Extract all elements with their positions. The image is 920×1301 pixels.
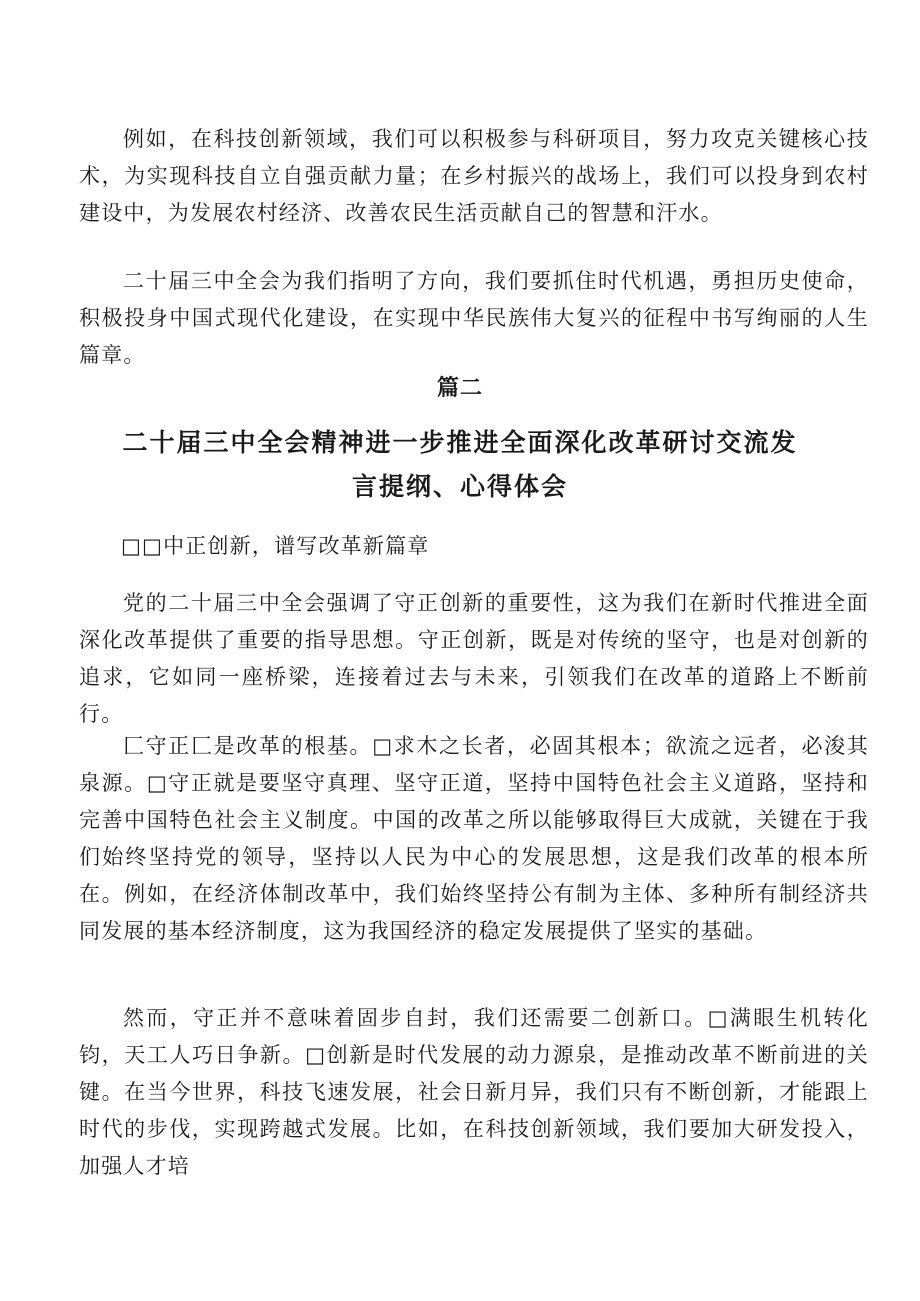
paragraph-tech-rural: 例如，在科技创新领域，我们可以积极参与科研项目，努力攻克关键核心技术，为实现科技自立自强贡献力量；在乡村振兴的战场上，我们可以投身到农村建设中，为发展农村经济、改善农民生活贡献自己的智慧和汗水。: [79, 127, 869, 225]
subheading: □□中正创新，谱写改革新篇章: [121, 534, 430, 558]
document-title: 二十届三中全会精神进一步推进全面深化改革研讨交流发言提纲、心得体会: [122, 428, 798, 501]
section-label: 篇二: [436, 376, 483, 401]
paragraph-innovation: 然而，守正并不意味着固步自封，我们还需要二创新口。□满眼生机转化钧，天工人巧日争新。□创新是时代发展的动力源泉，是推动改革不断前进的关键。在当今世界，科技飞速发展，社会日新月异，我们只有不断创新，才能跟上时代的步伐，实现跨越式发展。比如，在科技创新领域，我们要加大研发投入，加强人才培: [79, 1006, 869, 1178]
paragraph-intro: 党的二十届三中全会强调了守正创新的重要性，这为我们在新时代推进全面深化改革提供了重要的指导思想。守正创新，既是对传统的坚守，也是对创新的追求，它如同一座桥梁，连接着过去与未来，引领我们在改革的道路上不断前行。: [79, 591, 869, 726]
paragraph-foundation: 匚守正匚是改革的根基。□求木之长者，必固其根本；欲流之远者，必浚其泉源。□守正就是要坚守真理、坚守正道，坚持中国特色社会主义道路，坚持和完善中国特色社会主义制度。中国的改革之所以能够取得巨大成就，关键在于我们始终坚持党的领导，坚持以人民为中心的发展思想，这是我们改革的根本所在。例如，在经济体制改革中，我们始终坚持公有制为主体、多种所有制经济共同发展的基本经济制度，这为我国经济的稳定发展提供了坚实的基础。: [79, 734, 869, 943]
paragraph-mission: 二十届三中全会为我们指明了方向，我们要抓住时代机遇，勇担历史使命，积极投身中国式现代化建设，在实现中华民族伟大复兴的征程中书写绚丽的人生篇章。: [79, 269, 869, 367]
